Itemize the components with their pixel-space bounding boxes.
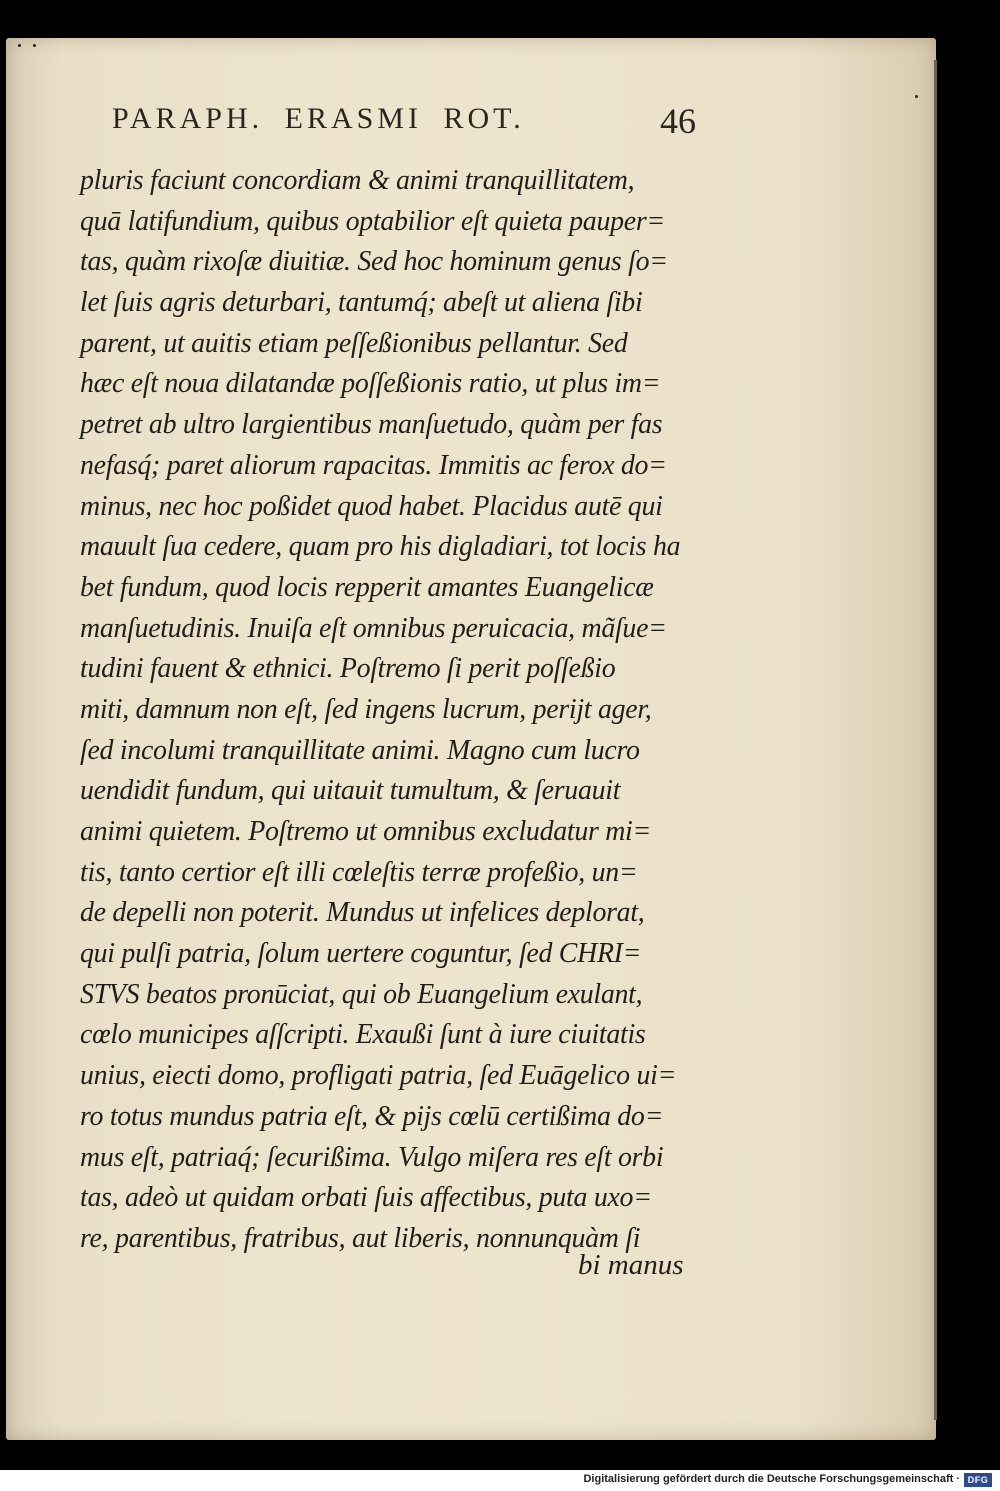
- text-line: mauult ſua cedere, quam pro his digladiari, tot locis ha: [80, 530, 681, 563]
- text-line: tas, quàm rixoſæ diuitiæ. Sed hoc hominum genus ſo=: [80, 245, 668, 278]
- dust-speck: [18, 44, 21, 47]
- dfg-logo: DFG: [964, 1473, 992, 1487]
- text-line: unius, eiecti domo, profligati patria, ſed Euāgelico ui=: [80, 1059, 677, 1092]
- text-line: quā latifundium, quibus optabilior eſt quieta pauper=: [80, 204, 665, 237]
- text-line: animi quietem. Poſtremo ut omnibus excludatur mi=: [80, 815, 652, 847]
- text-line: miti, damnum non eſt, ſed ingens lucrum, perijt ager,: [80, 692, 652, 725]
- text-line: manſuetudinis. Inuiſa eſt omnibus peruicacia, mãſue=: [80, 611, 667, 644]
- text-line: nefasq́; paret aliorum rapacitas. Immitis ac ferox do=: [80, 448, 667, 481]
- body-text: [80, 160, 720, 1259]
- text-line: qui pulſi patria, ſolum uertere coguntur, ſed CHRI=: [80, 937, 642, 970]
- page-number: 46: [660, 101, 696, 141]
- page-header: [112, 98, 712, 148]
- page-edge: [934, 60, 937, 1420]
- text-line: let ſuis agris deturbari, tantumq́; abeſt ut aliena ſibi: [80, 286, 643, 319]
- text-line: uendidit fundum, qui uitauit tumultum, & ſeruauit: [80, 774, 621, 807]
- footer-bar: [0, 1470, 1000, 1491]
- running-head: PARAPH. ERASMI ROT.: [112, 102, 525, 135]
- text-line: re, parentibus, fratribus, aut liberis, nonnunquàm ſi: [80, 1221, 641, 1254]
- text-line: tas, adeò ut quidam orbati ſuis affectibus, puta uxo=: [80, 1181, 652, 1214]
- text-line: bet fundum, quod locis repperit amantes Euangelicæ: [80, 570, 654, 603]
- text-line: de depelli non poterit. Mundus ut infelices deplorat,: [80, 896, 645, 929]
- text-line: minus, nec hoc poßidet quod habet. Placidus autē qui: [80, 489, 663, 522]
- text-line: hæc eſt noua dilatandæ poſſeßionis ratio, ut plus im=: [80, 367, 661, 400]
- text-line: cœlo municipes aſſcripti. Exaußi ſunt à iure ciuitatis: [80, 1018, 646, 1051]
- text-line: petret ab ultro largientibus manſuetudo, quàm per fas: [80, 408, 663, 441]
- dust-speck: [915, 95, 918, 98]
- text-line: tis, tanto certior eſt illi cœleſtis terræ profeßio, un=: [80, 855, 638, 888]
- text-line: ro totus mundus patria eſt, & pijs cœlū certißima do=: [80, 1099, 664, 1132]
- catchword: bi manus: [578, 1249, 684, 1281]
- text-line: pluris faciunt concordiam & animi tranquillitatem,: [80, 164, 635, 196]
- text-line: ſed incolumi tranquillitate animi. Magno cum lucro: [80, 733, 640, 766]
- funding-credit: Digitalisierung gefördert durch die Deutsche Forschungsgemeinschaft ·: [583, 1473, 960, 1485]
- text-line: parent, ut auitis etiam peſſeßionibus pellantur. Sed: [80, 326, 628, 359]
- dust-speck: [33, 44, 36, 47]
- text-line: STVS beatos pronūciat, qui ob Euangelium exulant,: [80, 977, 643, 1010]
- text-line: tudini fauent & ethnici. Poſtremo ſi perit poſſeßio: [80, 652, 616, 685]
- text-line: mus eſt, patriaq́; ſecurißima. Vulgo miſera res eſt orbi: [80, 1140, 664, 1173]
